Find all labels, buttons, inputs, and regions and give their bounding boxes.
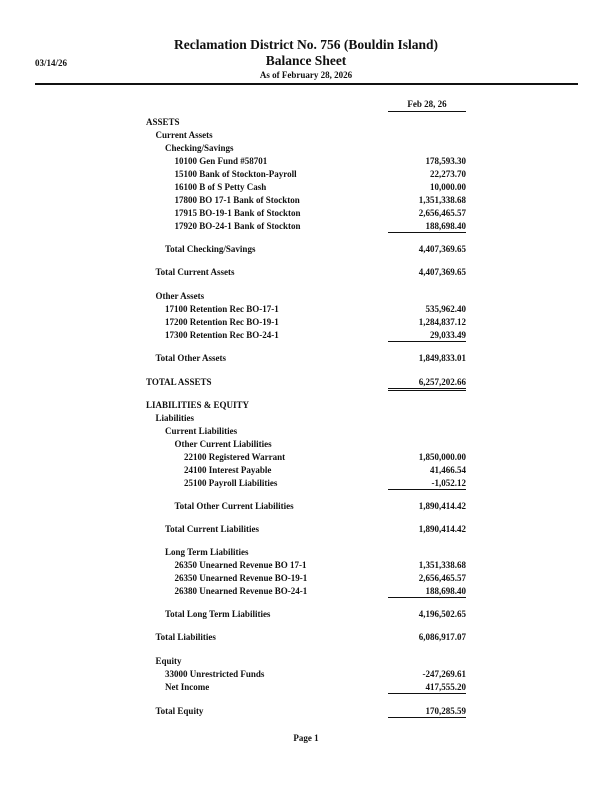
- table-row: [0, 465, 612, 478]
- row-amount: 22,273.70: [430, 169, 466, 179]
- table-row: [0, 609, 612, 622]
- row-label: Other Current Liabilities: [174, 439, 272, 449]
- row-amount: 29,033.49: [388, 330, 466, 342]
- row-amount: 4,196,502.65: [418, 609, 466, 619]
- table-row: [0, 182, 612, 195]
- row-label: LIABILITIES & EQUITY: [146, 400, 250, 410]
- table-row: [0, 586, 612, 599]
- table-row: [0, 400, 612, 413]
- table-row: [0, 377, 612, 390]
- row-amount: 10,000.00: [430, 182, 466, 192]
- row-label: Current Assets: [155, 130, 213, 140]
- row-amount: 188,698.40: [388, 586, 466, 598]
- row-label: 15100 Bank of Stockton-Payroll: [174, 169, 297, 179]
- row-label: 17100 Retention Rec BO-17-1: [165, 304, 279, 314]
- table-row: [0, 244, 612, 257]
- table-row: [0, 156, 612, 169]
- table-row: [0, 669, 612, 682]
- table-row: [0, 524, 612, 537]
- table-row: [0, 353, 612, 366]
- row-label: TOTAL ASSETS: [146, 377, 212, 387]
- row-label: Liabilities: [155, 413, 195, 423]
- table-row: [0, 221, 612, 234]
- table-row: [0, 413, 612, 426]
- row-amount: 1,351,338.68: [418, 195, 466, 205]
- report-date: 03/14/26: [35, 58, 68, 68]
- row-label: 22100 Registered Warrant: [184, 452, 286, 462]
- row-amount: 4,407,369.65: [418, 244, 466, 254]
- table-row: [0, 317, 612, 330]
- row-label: Total Liabilities: [155, 632, 216, 642]
- row-amount: 6,257,202.66: [388, 377, 466, 391]
- row-amount: 535,962.40: [425, 304, 466, 314]
- row-label: Current Liabilities: [165, 426, 238, 436]
- row-label: 17800 BO 17-1 Bank of Stockton: [174, 195, 300, 205]
- row-amount: 6,086,917.07: [418, 632, 466, 642]
- row-label: Total Other Assets: [155, 353, 227, 363]
- row-amount: 2,656,465.57: [418, 208, 466, 218]
- row-label: 24100 Interest Payable: [184, 465, 272, 475]
- row-amount: -247,269.61: [422, 669, 466, 679]
- row-amount: 417,555.20: [388, 682, 466, 694]
- row-label: Total Other Current Liabilities: [174, 501, 294, 511]
- table-row: [0, 656, 612, 669]
- table-row: [0, 478, 612, 491]
- row-amount: 188,698.40: [388, 221, 466, 233]
- row-label: 26350 Unearned Revenue BO 17-1: [174, 560, 307, 570]
- table-row: [0, 560, 612, 573]
- row-label: 33000 Unrestricted Funds: [165, 669, 265, 679]
- row-amount: 2,656,465.57: [418, 573, 466, 583]
- row-label: 25100 Payroll Liabilities: [184, 478, 278, 488]
- row-label: 10100 Gen Fund #58701: [174, 156, 268, 166]
- row-label: Total Equity: [155, 706, 204, 716]
- table-row: [0, 330, 612, 343]
- table-row: [0, 439, 612, 452]
- table-row: [0, 452, 612, 465]
- table-row: [0, 501, 612, 514]
- row-amount: 1,850,000.00: [418, 452, 466, 462]
- row-label: Long Term Liabilities: [165, 547, 249, 557]
- table-row: [0, 632, 612, 645]
- table-row: [0, 706, 612, 719]
- row-label: ASSETS: [146, 117, 180, 127]
- row-label: Total Current Assets: [155, 267, 235, 277]
- row-label: 17300 Retention Rec BO-24-1: [165, 330, 279, 340]
- table-row: [0, 291, 612, 304]
- row-amount: -1,052.12: [388, 478, 466, 490]
- row-amount: 178,593.30: [425, 156, 466, 166]
- table-row: [0, 169, 612, 182]
- table-row: [0, 143, 612, 156]
- row-label: 17200 Retention Rec BO-19-1: [165, 317, 279, 327]
- row-amount: 1,849,833.01: [418, 353, 466, 363]
- row-amount: 41,466.54: [430, 465, 466, 475]
- column-header-period: Feb 28, 26: [388, 99, 466, 112]
- table-row: [0, 130, 612, 143]
- row-label: Checking/Savings: [165, 143, 234, 153]
- row-amount: 1,890,414.42: [418, 501, 466, 511]
- table-row: [0, 267, 612, 280]
- table-row: [0, 304, 612, 317]
- row-label: 26350 Unearned Revenue BO-19-1: [174, 573, 308, 583]
- row-label: Net Income: [165, 682, 210, 692]
- row-label: 16100 B of S Petty Cash: [174, 182, 267, 192]
- row-label: Total Current Liabilities: [165, 524, 260, 534]
- row-label: 17920 BO-24-1 Bank of Stockton: [174, 221, 301, 231]
- row-label: 17915 BO-19-1 Bank of Stockton: [174, 208, 301, 218]
- report-title: Reclamation District No. 756 (Bouldin Island): [173, 37, 438, 52]
- table-row: [0, 208, 612, 221]
- row-amount: 170,285.59: [388, 706, 466, 718]
- table-row: [0, 117, 612, 130]
- row-amount: 1,351,338.68: [418, 560, 466, 570]
- page-number: Page 1: [293, 733, 319, 743]
- report-as-of-date: As of February 28, 2026: [259, 70, 353, 80]
- table-row: [0, 573, 612, 586]
- table-row: [0, 682, 612, 695]
- row-label: 26380 Unearned Revenue BO-24-1: [174, 586, 308, 596]
- row-label: Total Long Term Liabilities: [165, 609, 271, 619]
- table-row: [0, 426, 612, 439]
- row-label: Equity: [155, 656, 182, 666]
- report-subtitle: Balance Sheet: [265, 53, 347, 68]
- row-amount: 1,284,837.12: [418, 317, 466, 327]
- table-row: [0, 547, 612, 560]
- row-amount: 4,407,369.65: [418, 267, 466, 277]
- table-row: [0, 195, 612, 208]
- row-label: Other Assets: [155, 291, 205, 301]
- row-label: Total Checking/Savings: [165, 244, 256, 254]
- row-amount: 1,890,414.42: [418, 524, 466, 534]
